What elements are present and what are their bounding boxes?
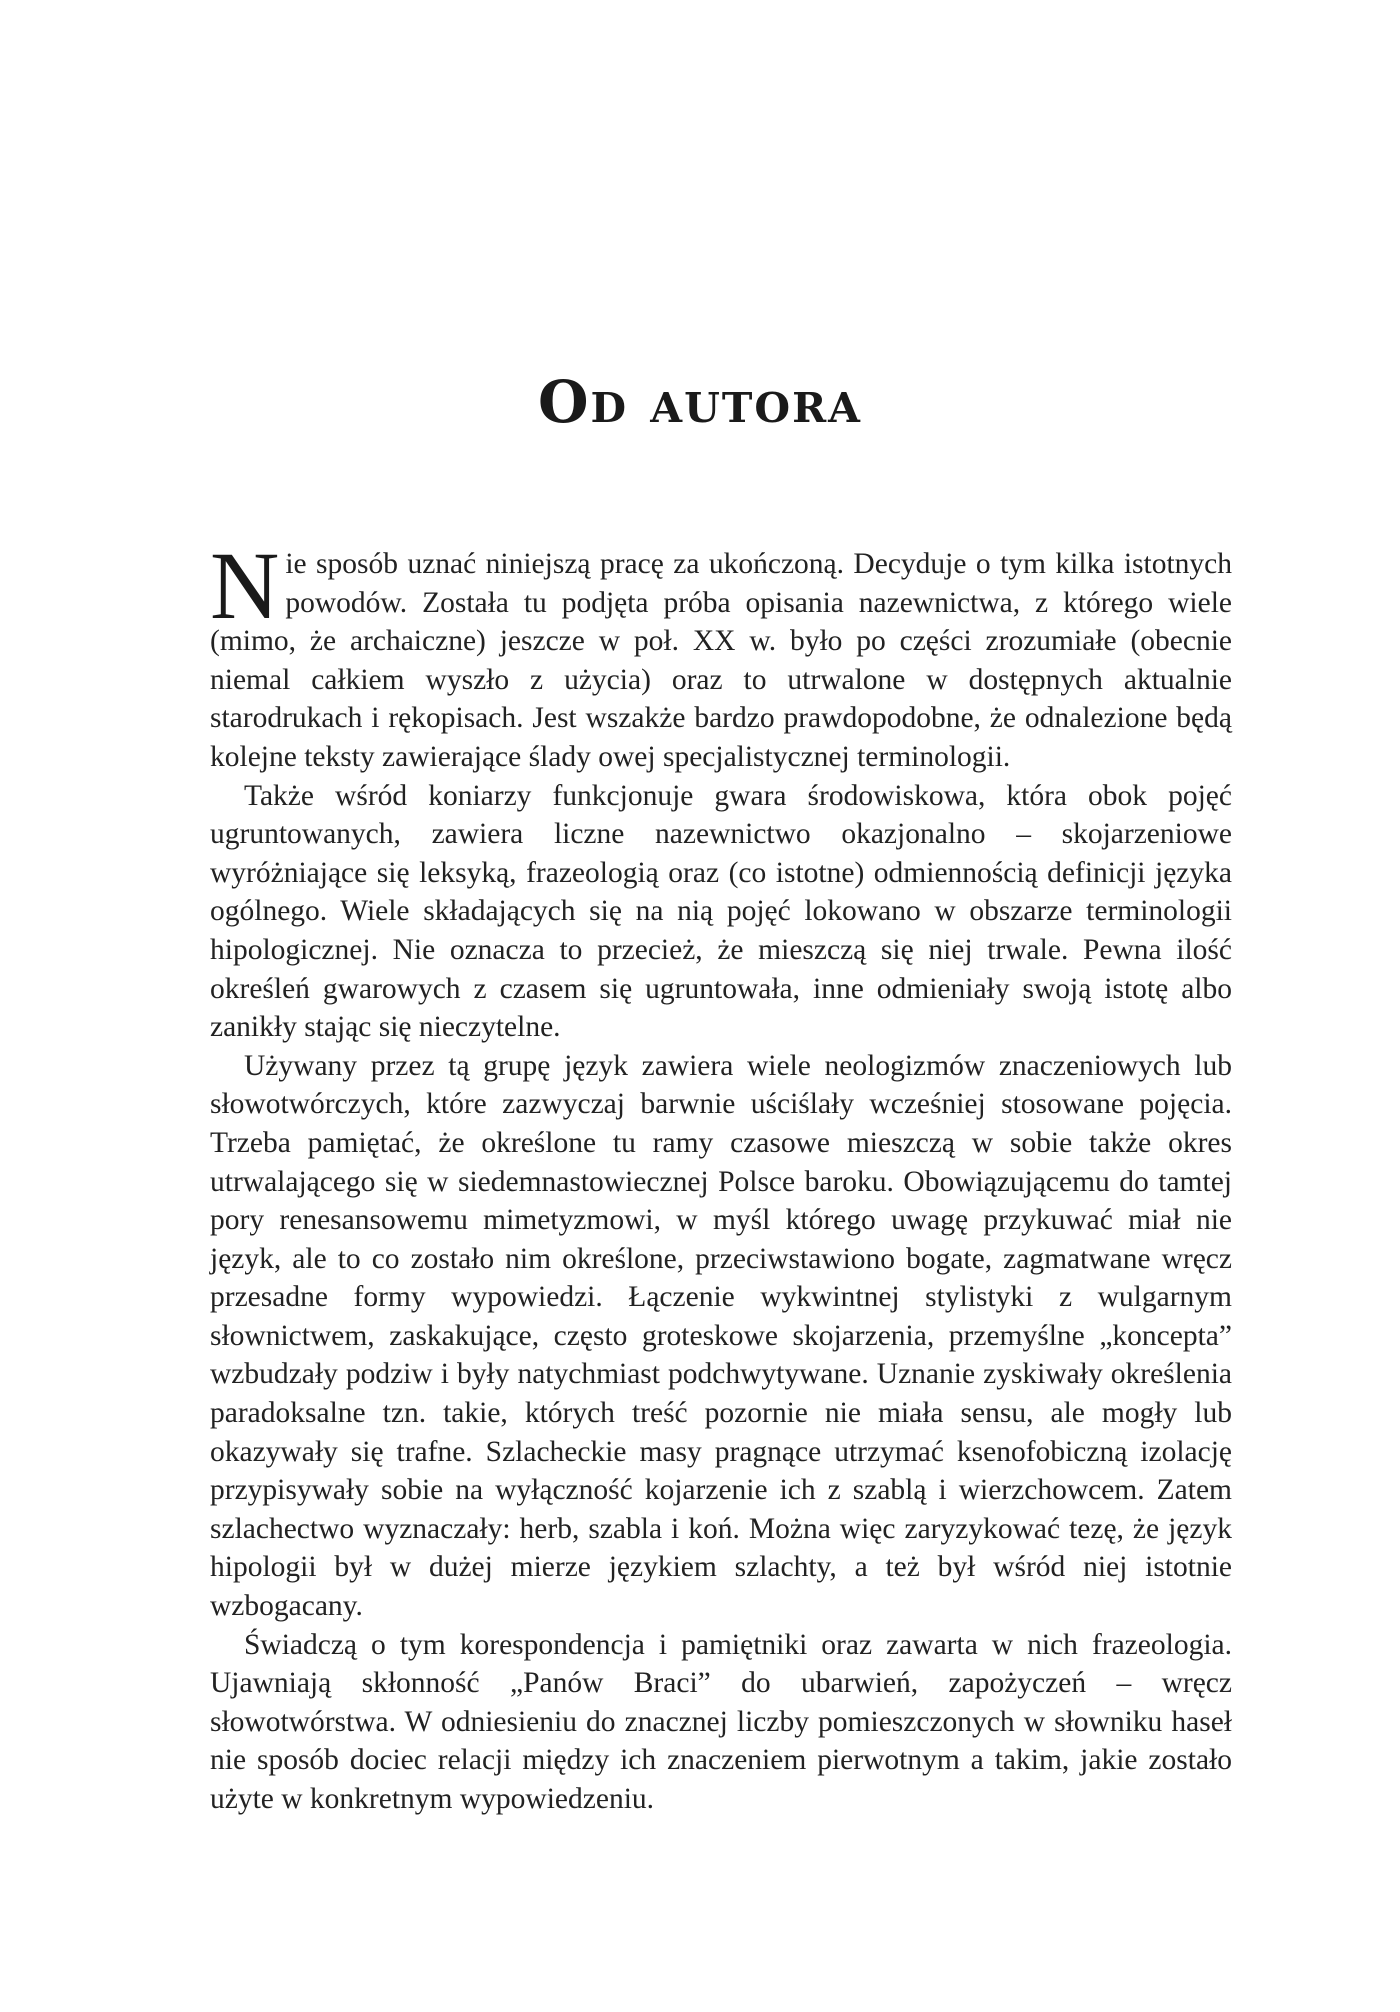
paragraph-2: Także wśród koniarzy funkcjonuje gwara środowiskowa, która obok pojęć ugruntowanych, zawiera liczne nazewnictwo okazjonalno – skojarzeniowe wyróżniające się leksyką, frazeologią oraz (co istotne) odmiennością definicji języka ogólnego. Wiele składających się na nią pojęć lokowano w obszarze terminologii hipologicznej. Nie oznacza to przecież, że mieszczą się niej trwale. Pewna ilość określeń gwarowych z czasem się ugruntowała, inne odmieniały swoją istotę albo zanikły stając się nieczytelne. xyxy=(210,779,1232,1044)
body-text xyxy=(210,532,1232,1819)
paragraph-1-text: ie sposób uznać niniejszą pracę za ukończoną. Decyduje o tym kilka istotnych powodów. Została tu podjęta próba opisania nazewnictwa, z którego wiele (mimo, że archaiczne) jeszcze w poł. XX w. było po części zrozumiałe (obecnie niemal całkiem wyszło z użycia) oraz to utrwalone w dostępnych aktualnie starodrukach i rękopisach. Jest wszakże bardzo prawdopodobne, że odnalezione będą kolejne teksty zawierające ślady owej specjalistycznej terminologii. xyxy=(210,548,1232,773)
paragraph-4: Świadczą o tym korespondencja i pamiętniki oraz zawarta w nich frazeologia. Ujawniają skłonność „Panów Braci” do ubarwień, zapożyczeń – wręcz słowotwórstwa. W odniesieniu do znacznej liczby pomieszczonych w słowniku haseł nie sposób dociec relacji między ich znaczeniem pierwotnym a takim, jakie zostało użyte w konkretnym wypowiedzeniu. xyxy=(210,1628,1232,1815)
paragraph-1 xyxy=(210,532,1232,777)
drop-cap: N xyxy=(210,532,280,639)
paragraph-3: Używany przez tą grupę język zawiera wiele neologizmów znaczeniowych lub słowotwórczych, które zazwyczaj barwnie uściślały wcześniej stosowane pojęcia. Trzeba pamiętać, że określone tu ramy czasowe mieszczą w sobie także okres utrwalającego się w siedemnastowiecznej Polsce baroku. Obowiązującemu do tamtej pory renesansowemu mimetyzmowi, w myśl którego uwagę przykuwać miał nie język, ale to co zostało nim określone, przeciwstawiono bogate, zagmatwane wręcz przesadne formy wypowiedzi. Łączenie wykwintnej stylistyki z wulgarnym słownictwem, zaskakujące, często groteskowe skojarzenia, przemyślne „koncepta” wzbudzały podziw i były natychmiast podchwytywane. Uznanie zyskiwały określenia paradoksalne tzn. takie, których treść pozornie nie miała sensu, ale mogły lub okazywały się trafne. Szlacheckie masy pragnące utrzymać ksenofobiczną izolację przypisywały sobie na wyłączność kojarzenie ich z szablą i wierzchowcem. Zatem szlachectwo wyznaczały: herb, szabla i koń. Można więc zaryzykować tezę, że język hipologii był w dużej mierze językiem szlachty, a też był wśród niej istotnie wzbogacany. xyxy=(210,1049,1232,1623)
chapter-title: Od autora xyxy=(538,368,862,436)
